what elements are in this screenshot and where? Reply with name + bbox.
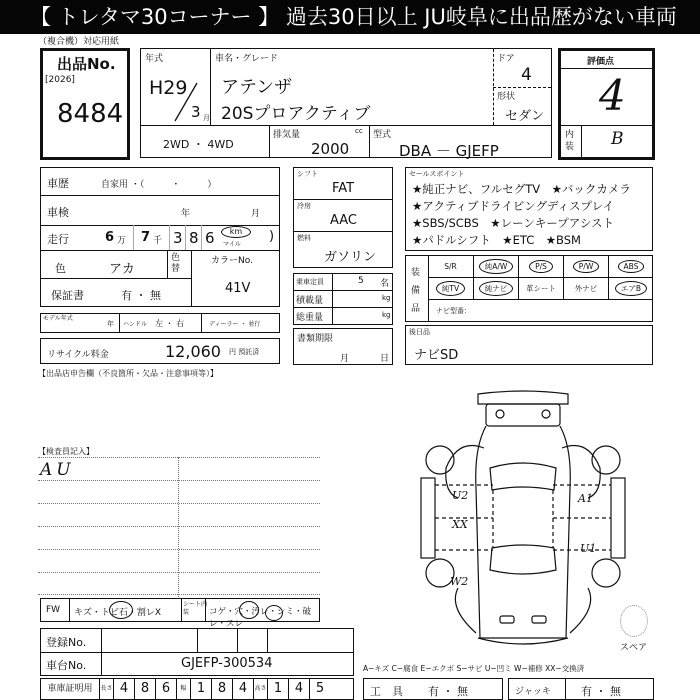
history-value: 自家用 ・（ ・ ） (101, 180, 217, 190)
load-unit: kg (382, 294, 391, 302)
equipment-label: 装備品 (411, 268, 421, 314)
docs-day: 日 (380, 354, 390, 364)
docs-box (293, 328, 393, 365)
equipment-item-label: 外ナビ (574, 284, 598, 293)
shift-value: FAT (332, 181, 355, 196)
equipment-box (405, 255, 653, 322)
mileage-label: 走行 (47, 233, 69, 246)
garage-digit: 5 (309, 679, 330, 699)
mileage-unit: 万 (117, 236, 127, 246)
displacement-label: 排気量 (273, 130, 301, 140)
damage-legend: A−キズ C−腐食 E−エクボ S−サビ U−凹ミ W−補修 XX−交換済 (363, 664, 585, 673)
damage-mark: W2 (450, 575, 469, 588)
fuel-label: 燃料 (297, 234, 311, 242)
capacity-unit: 名 (380, 279, 390, 289)
later-value: ナビSD (414, 348, 459, 363)
equipment-item-label: 革シート (526, 284, 556, 293)
weight-unit: kg (382, 311, 391, 319)
equipment-item (563, 256, 608, 277)
spare-label: スペア (620, 643, 648, 653)
garage-label: 車庫証明用 (47, 684, 93, 694)
equipment-item (563, 278, 608, 299)
score-label: 評価点 (587, 57, 615, 67)
load-label: 積載量 (296, 296, 324, 306)
mileage-digit: 3 (173, 229, 183, 247)
mileage-digit: 8 (189, 229, 199, 247)
shape-value: セダン (505, 109, 545, 124)
model-year-unit: 年 (107, 320, 114, 328)
garage-dim-label: 幅 (176, 679, 190, 699)
mileage-unit: 千 (153, 236, 163, 246)
banner-title: 【 トレタマ30コーナー 】 過去30日以上 JU岐阜に出品歴がない車両 (0, 0, 700, 34)
equipment-item-label: ABS (618, 260, 645, 273)
inspector-note: AU (40, 460, 75, 480)
jack-box (508, 678, 654, 700)
jack-value: 有 ・ 無 (581, 685, 621, 698)
interior-label: 内装 (565, 130, 575, 152)
seat-value: コゲ・穴・汚レ・シミ・破レ・スレ (209, 607, 312, 629)
door-label: ドア (497, 54, 515, 64)
sales-point-line: ★アクティブドライビングディスプレイ (412, 199, 615, 213)
sales-point-line: ★純正ナビ、フルセグTV ★バックカメラ (412, 182, 631, 196)
jack-label: ジャッキ (515, 687, 551, 697)
repaint-label: 色替 (171, 253, 181, 274)
paper-note: （複合機）対応用紙 (38, 37, 120, 47)
model-label: 型式 (373, 130, 392, 140)
mileage-digit: 6 (105, 230, 115, 245)
aircon-label: 冷房 (297, 202, 311, 210)
shape-label: 形状 (497, 92, 516, 102)
weight-label: 総重量 (296, 313, 324, 323)
color-no: 41V (225, 281, 251, 296)
damage-mark: U2 (452, 489, 469, 502)
model-value: DBA － GJEFP (399, 142, 499, 160)
recycle-row (40, 338, 280, 364)
equipment-item (608, 256, 653, 277)
garage-digit: 1 (190, 679, 211, 699)
capacity-box (293, 273, 393, 325)
capacity-value: 5 (358, 276, 364, 286)
car-diagram (418, 388, 633, 658)
handle-value: 左 ・ 右 (155, 319, 185, 328)
capacity-label: 乗車定員 (296, 278, 324, 286)
garage-dim-label: 長さ (99, 679, 113, 699)
aircon-value: AAC (330, 213, 357, 228)
inspection-year: 年 (181, 209, 191, 219)
mile-label: マイル (223, 241, 241, 248)
lot-number: 8484 (57, 99, 124, 129)
later-box (405, 325, 653, 365)
garage-row (40, 678, 354, 700)
drive-type: 2WD ・ 4WD (163, 138, 234, 151)
km-circled: km (221, 226, 251, 238)
door-value: 4 (521, 65, 532, 85)
damage-mark: U1 (580, 542, 597, 555)
damage-mark: XX (452, 518, 468, 531)
equipment-item (473, 278, 518, 299)
car-label: 車名・グレード (215, 54, 279, 64)
spare-tire-icon (620, 605, 648, 637)
equipment-item-label: P/S (529, 260, 553, 273)
damage-mark: A1 (578, 492, 593, 505)
equipment-item (608, 278, 653, 299)
recycle-label: リサイクル料金 (47, 350, 109, 360)
mileage-paren: ) (269, 229, 275, 244)
equipment-item-label: 純ナビ (479, 281, 514, 296)
chassis-label: 車台No. (46, 659, 87, 672)
lot-box (40, 48, 130, 160)
history-label: 車歴 (47, 177, 69, 190)
car-grade: 20Sプロアクティブ (221, 104, 371, 124)
equipment-item-label: エアB (615, 281, 647, 296)
seller-note-label: 【出品店申告欄（不良箇所・欠品・注意事項等）】 (38, 369, 218, 378)
vehicle-info-box (140, 48, 552, 158)
chassis-number: GJEFP-300534 (181, 656, 273, 671)
score-box (558, 48, 655, 160)
year-label: 年式 (145, 54, 164, 64)
inspector-label: 【検査員記入】 (38, 447, 94, 456)
garage-digit: 1 (267, 679, 288, 699)
garage-digit: 4 (232, 679, 253, 699)
model-year-label: モデル年式 (43, 315, 73, 322)
handle-label: ハンドル (123, 321, 148, 328)
equipment-item-label: S/R (444, 262, 457, 271)
equipment-item (473, 256, 518, 277)
shift-label: シフト (297, 170, 318, 178)
docs-month: 月 (340, 354, 350, 364)
equipment-item (518, 278, 563, 299)
sales-point-box (405, 167, 653, 251)
interior-score: B (611, 129, 624, 149)
color-label: 色 (55, 262, 66, 275)
equipment-item (428, 256, 473, 277)
mileage-digit: 6 (205, 229, 215, 247)
equipment-item-label: P/W (573, 260, 599, 273)
sales-point-line: ★SBS/SCBS ★レーンキープアシスト (412, 216, 614, 230)
equipment-item (428, 278, 473, 299)
later-label: 後日品 (409, 328, 430, 336)
spec-box (293, 167, 393, 268)
color-no-label: カラーNo. (211, 256, 253, 266)
lot-stamp: [2026] (45, 75, 75, 85)
seat-label: シート内装 (183, 601, 208, 616)
dealer-value: ディーラー ・ 並行 (209, 321, 261, 328)
garage-dim-label: 高さ (253, 679, 267, 699)
displacement-unit: cc (355, 127, 363, 135)
garage-digit: 8 (134, 679, 155, 699)
sales-point-line: ★パドルシフト ★ETC ★BSM (412, 233, 581, 247)
garage-digit: 6 (155, 679, 176, 699)
reg-label: 登録No. (46, 636, 87, 649)
fw-row (40, 598, 320, 629)
model-year-row (40, 313, 280, 333)
garage-digit: 4 (288, 679, 309, 699)
tools-box (363, 678, 503, 700)
fuel-value: ガソリン (324, 250, 377, 265)
docs-label: 書類期限 (297, 334, 334, 344)
warranty-value: 有 ・ 無 (121, 289, 161, 302)
car-name: アテンザ (221, 77, 293, 98)
equipment-item (518, 256, 563, 277)
displacement-value: 2000 (311, 140, 350, 158)
recycle-value: 12,060 (165, 342, 221, 361)
equipment-item-label: 純TV (436, 281, 465, 296)
mileage-digit: 7 (141, 230, 151, 245)
recycle-unit: 円 預託済 (229, 348, 260, 356)
history-box (40, 167, 280, 307)
month-unit: 月 (203, 114, 210, 122)
sales-label: セールスポイント (409, 170, 465, 178)
fw-label: FW (46, 605, 61, 615)
inspection-month: 月 (251, 209, 261, 219)
color-value: アカ (109, 262, 135, 277)
navi-model-label: ナビ型番： (436, 307, 471, 315)
lot-label: 出品No. (57, 55, 116, 73)
year-month: 3 (191, 103, 201, 121)
tools-label: 工 具 (370, 685, 403, 698)
sales-lines (412, 181, 631, 249)
garage-digit: 8 (211, 679, 232, 699)
garage-digit: 4 (113, 679, 134, 699)
tools-value: 有 ・ 無 (428, 685, 468, 698)
score-value: 4 (599, 71, 626, 120)
inspection-label: 車検 (47, 206, 69, 219)
year-era: H29 (149, 77, 188, 99)
fw-value: キズ・トビ石・割レX (74, 608, 161, 618)
equipment-item-label: 純A/W (479, 259, 514, 274)
registration-box (40, 628, 354, 676)
warranty-label: 保証書 (51, 289, 84, 302)
